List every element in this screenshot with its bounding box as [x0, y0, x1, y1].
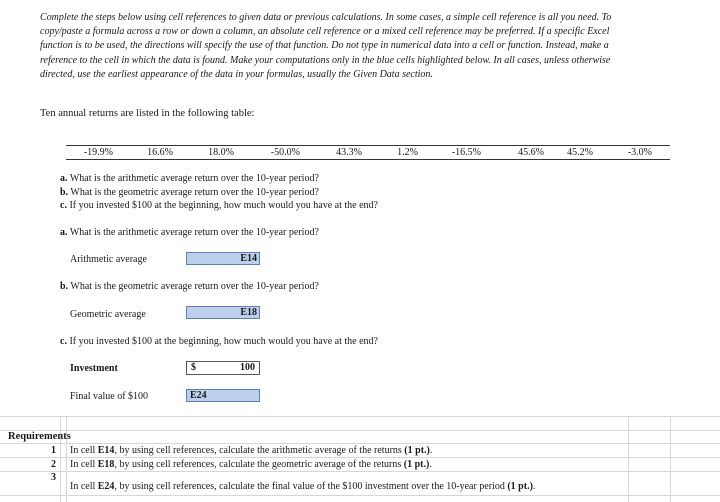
- requirements-title: Requirements: [8, 431, 71, 442]
- return-cell[interactable]: -16.5%: [451, 147, 481, 158]
- requirement-2-text: In cell E18, by using cell references, calculate the geometric average of the returns (1 pt.).: [70, 459, 432, 470]
- part-c-heading: c. If you invested $100 at the beginning, how much would you have at the end?: [60, 336, 378, 347]
- requirement-3-text: In cell E24, by using cell references, calculate the final value of the $100 investment over the 10-year period (1 pt.).: [70, 481, 536, 492]
- investment-cell[interactable]: [186, 361, 260, 375]
- grid-line: [0, 471, 720, 472]
- part-b-heading: b. What is the geometric average return over the 10-year period?: [60, 281, 319, 292]
- question-c: c. If you invested $100 at the beginning, how much would you have at the end?: [60, 200, 378, 211]
- requirement-1-text: In cell E14, by using cell references, calculate the arithmetic average of the returns (1 pt.).: [70, 445, 433, 456]
- return-cell[interactable]: 16.6%: [147, 147, 173, 158]
- requirement-number: 1: [51, 445, 56, 456]
- return-cell[interactable]: -3.0%: [627, 147, 652, 158]
- returns-table-intro: Ten annual returns are listed in the following table:: [40, 108, 255, 119]
- returns-table: [66, 145, 670, 160]
- return-cell[interactable]: 45.6%: [518, 147, 544, 158]
- investment-currency: $: [191, 362, 196, 373]
- grid-line: [66, 416, 67, 502]
- question-list: [60, 172, 378, 213]
- return-cell[interactable]: 1.2%: [397, 147, 418, 158]
- part-a-heading: a. What is the arithmetic average return over the 10-year period?: [60, 227, 319, 238]
- return-cell[interactable]: 45.2%: [567, 147, 593, 158]
- question-b: b. What is the geometric average return over the 10-year period?: [60, 186, 319, 198]
- grid-line: [0, 457, 720, 458]
- geometric-average-cell[interactable]: E18: [186, 306, 260, 319]
- final-value-cell[interactable]: E24: [186, 389, 260, 402]
- return-cell[interactable]: -50.0%: [270, 147, 300, 158]
- return-cell[interactable]: -19.9%: [83, 147, 113, 158]
- final-value-label: Final value of $100: [70, 391, 149, 402]
- requirement-number: 2: [51, 459, 56, 470]
- grid-line: [0, 416, 720, 417]
- investment-label: Investment: [70, 363, 118, 374]
- grid-line: [670, 416, 671, 502]
- grid-line: [0, 430, 720, 431]
- return-cell[interactable]: 18.0%: [208, 147, 234, 158]
- grid-line: [60, 416, 61, 502]
- question-a: a. What is the arithmetic average return over the 10-year period?: [60, 173, 319, 184]
- grid-line: [628, 416, 629, 502]
- instructions-text: Complete the steps below using cell references to given data or previous calculations. In some cases, a simple cell reference is all you need. To copy/paste a formula across a row or down a column, an absolute cell reference or a mixed cell reference may be preferred. If a specific Excel function is to be used, the directions will specify the use of that function. Do not type in numerical data into a cell or function. Instead, make a reference to the cell in which the data is found. Make your computations only in the blue cells highlighted below. In all cases, unless otherwise directed, use the earliest appearance of the data in your formulas, usually the Given Data section.: [40, 12, 612, 80]
- arithmetic-average-cell[interactable]: E14: [186, 252, 260, 265]
- arithmetic-average-label: Arithmetic average: [70, 254, 147, 265]
- return-cell[interactable]: 43.3%: [336, 147, 362, 158]
- grid-line: [0, 443, 720, 444]
- requirement-number: 3: [51, 472, 56, 483]
- grid-line: [0, 495, 720, 496]
- geometric-average-label: Geometric average: [70, 309, 146, 320]
- investment-value: 100: [240, 362, 255, 373]
